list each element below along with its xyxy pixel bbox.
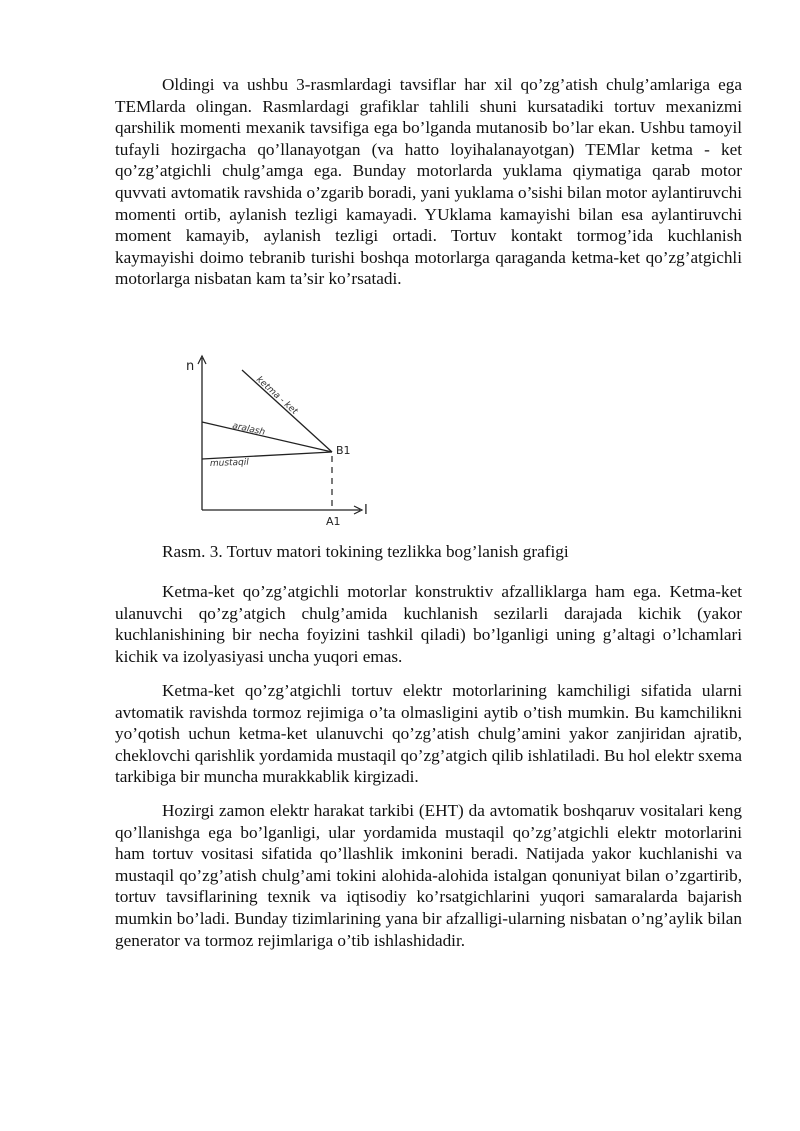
paragraph-4: Hozirgi zamon elektr harakat tarkibi (EHT) da avtomatik boshqaruv vositalari keng qo’llanishga ega bo’lganligi, ular yordamida mustaqil qo’zg’atgichli elektr motorlarini ham tortuv vositasi sifatida qo’llashlik imkonini beradi. Natijada yakor kuchlanishi va mustaqil qo’zg’atish chulg’ami tokini alohida-alohida istalgan qonuniyat bilan o’zgartirib, tortuv tavsiflarining texnik va iqtisodiy ko’rsatgichlarini yuqori samaralarda bajarish mumkin bo’ladi. Bunday tizimlarining yana bir afzalligi-ularning nisbatan o’ng’aylik bilan generator va tormoz rejimlariga o’tib ishlashidadir. xyxy=(115,801,742,950)
point-label-b1: B1 xyxy=(336,444,351,457)
curve-compound xyxy=(202,422,332,452)
speed-current-figure xyxy=(180,350,380,530)
paragraph-1: Oldingi va ushbu 3-rasmlardagi tavsiflar har xil qo’zg’atish chulg’amlariga ega TEMlarda olingan. Rasmlardagi grafiklar tahlili shuni kursatadiki tortuv mexanizmi qarshilik momenti mexanik tavsifiga ega bo’lganda mutanosib bo’lar ekan. Ushbu tamoyil tufayli hozirgacha qo’llanayotgan (va hatto loyihalanayotgan) TEMlar ketma - ket qo’zg’atgichli chulg’amga ega. Bunday motorlarda yuklama qiymatiga qarab motor quvvati avtomatik ravshida o’zgarib boradi, yani yuklama o’sishi bilan motor aylantiruvchi momenti ortib, aylanish tezligi kamayadi. YUklama kamayishi bilan esa aylantiruvchi moment kamayib, aylanish tezligi ortadi. Tortuv kontakt tormog’ida kuchlanish kaymayishi doimo tebranib turishi boshqa motorlarga qaraganda ketma-ket qo’zg’atgichli motorlarga nisbatan kam ta’sir ko’rsatadi. xyxy=(115,75,742,289)
point-label-a1: A1 xyxy=(326,515,341,528)
speed-current-graph xyxy=(180,350,380,530)
paragraph-3: Ketma-ket qo’zg’atgichli tortuv elektr motorlarining kamchiligi sifatida ularni avtomatik ravishda tormoz rejimiga o’ta olmasligini aytib o’tish mumkin. Bu kamchilikni yo’qotish uchun ketma-ket ulanuvchi qo’zg’atish chulg’amini yakor zanjiridan ajratib, cheklovchi qarishlik yordamida mustaqil qo’zg’atgich qilib ishlatiladi. Bu hol elektr sxema tarkibiga bir muncha murakkablik kirgizadi. xyxy=(115,681,742,787)
curve-compound-label: aralash xyxy=(231,421,266,438)
paragraph-2: Ketma-ket qo’zg’atgichli motorlar konstruktiv afzalliklarga ham ega. Ketma-ket ulanuvchi qo’zg’atgich chulg’amida kuchlanish sezilarli darajada kichik (yakor kuchlanishining bir necha foyizini tashkil qiladi) bo’lganligi uning g’altagi o’lchamlari kichik va izolyasiyasi uncha yuqori emas. xyxy=(115,582,742,666)
curve-series-label: ketma - ket xyxy=(253,374,300,417)
x-axis-label: I xyxy=(364,503,368,518)
curve-independent-label: mustaqil xyxy=(209,457,250,469)
figure-caption: Rasm. 3. Tortuv matori tokining tezlikka bog’lanish grafigi xyxy=(162,542,569,561)
y-axis-label: n xyxy=(186,359,195,374)
